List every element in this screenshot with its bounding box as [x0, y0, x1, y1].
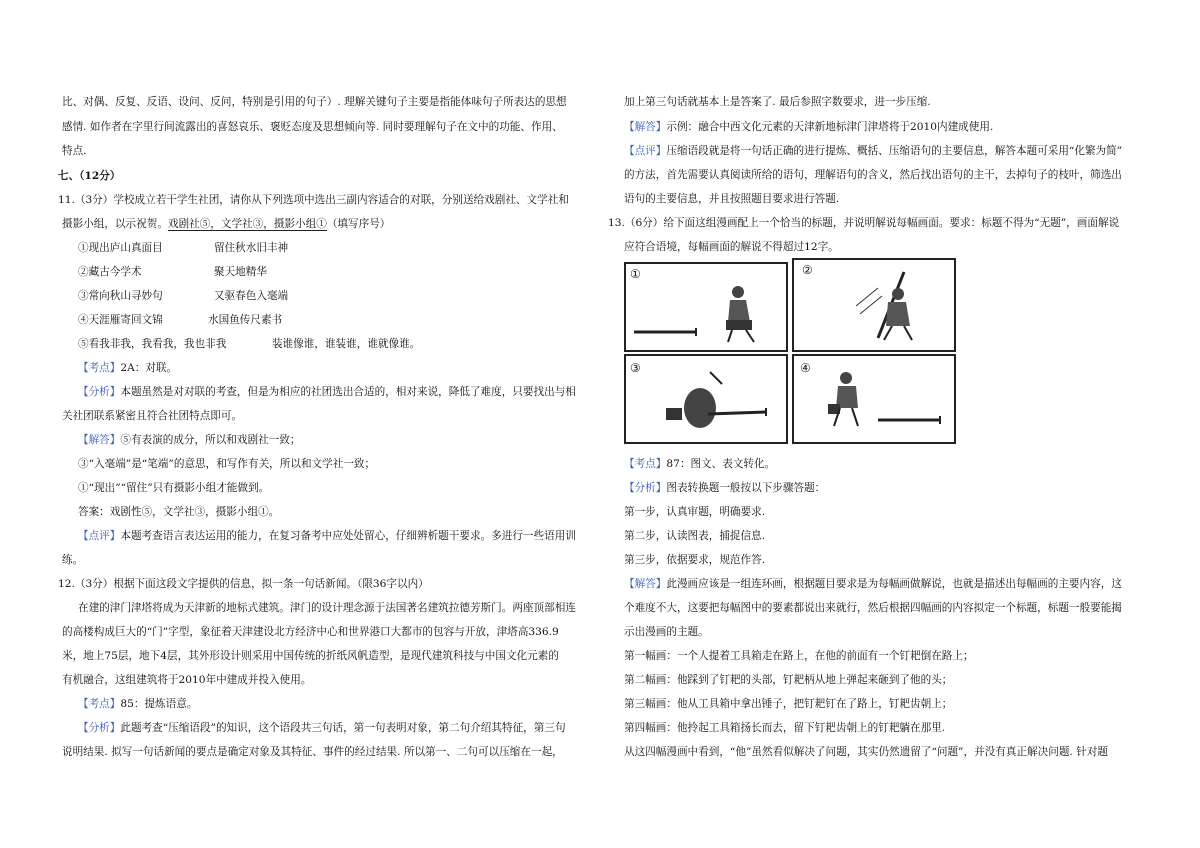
tag-jieda: 【解答】: [78, 434, 121, 446]
text-line: 的高楼构成巨大的“门”字型，象征着天津建设北方经济中心和世界港口大都市的包容与开放，津塔高336.9: [62, 626, 559, 638]
text-line: 第四幅画：他拎起工具箱扬长而去，留下钉耙齿朝上的钉耙躺在那里.: [624, 722, 946, 734]
couplet-5-right: 装谁像谁，谁装谁，谁就像谁。: [272, 338, 421, 350]
panel-number: ②: [802, 263, 813, 277]
text-line: 练。: [62, 554, 84, 566]
comic-panel-3: [624, 354, 788, 444]
text-line: ③“入毫端”是“笔端”的意思，和写作有关，所以和文学社一致；: [78, 458, 376, 470]
couplet-4-right: 水国鱼传尺素书: [208, 314, 283, 326]
panel-number: ③: [630, 361, 641, 375]
tag-fenxi: 【分析】: [78, 386, 121, 398]
comic-drawing-3: [626, 356, 786, 442]
question-13: 13.（6分）给下面这组漫画配上一个恰当的标题，并说明解说每幅画面。要求：标题不得为“无题”，画面解说: [608, 217, 1120, 229]
tag-dianping: 【点评】: [624, 145, 667, 157]
comic-panel-4: [792, 354, 956, 444]
kaodian-12: [78, 698, 197, 710]
text-span: 图表转换题一般按以下步骤答题：: [666, 482, 826, 494]
text-line: 从这四幅漫画中看到，“他”虽然看似解决了问题，其实仍然遗留了“问题”，并没有真正解决问题. 针对题: [624, 746, 1108, 758]
text-line: 米，地上75层，地下4层，其外形设计则采用中国传统的折纸风帆造型，是现代建筑科技与中国文化元素的: [62, 650, 559, 662]
fenxi-11: [78, 386, 576, 398]
comic-drawing-4: [794, 356, 954, 442]
text-line: 比、对偶、反复、反语、设问、反问，特别是引用的句子）. 理解关键句子主要是指能体味句子所表达的思想: [62, 96, 567, 108]
tag-jieda: 【解答】: [624, 121, 667, 133]
text-span: 摄影小组，以示祝贺。: [62, 218, 168, 230]
text-span: 此题考查“压缩语段”的知识，这个语段共三句话，第一句表明对象，第二句介绍其特征，第三句: [120, 722, 566, 734]
text-line: 特点.: [62, 145, 87, 157]
comic-drawing-2: [794, 260, 954, 350]
text-line: 感情. 如作者在字里行间流露出的喜怒哀乐、褒贬态度及思想倾向等. 同时要理解句子在文中的功能、作用、: [62, 121, 563, 133]
kaodian-13: [624, 458, 775, 470]
text-span: 示例：融合中西文化元素的天津新地标津门津塔将于2010内建成使用.: [666, 121, 994, 133]
text-span: 2A：对联。: [120, 362, 178, 374]
text-line: 第三步，依据要求，规范作答.: [624, 554, 766, 566]
comic-panel-2: [792, 258, 956, 352]
comic-panel-1: [624, 262, 788, 352]
tag-kaodian: 【考点】: [78, 698, 121, 710]
comic-drawing-1: [626, 264, 786, 350]
fenxi-13: [624, 482, 825, 494]
jieda-11: [78, 434, 300, 446]
panel-number: ①: [630, 267, 641, 281]
panel-number: ④: [800, 361, 811, 375]
answer-underlined: 戏剧社⑤，文学社③，摄影小组①: [167, 218, 327, 230]
couplet-3-left: ③常向秋山寻妙句: [78, 290, 163, 302]
text-line: 的方法，首先需要认真阅读所给的语句，理解语句的含义，然后找出语句的主干，去掉句子的枝叶，筛选出: [624, 169, 1122, 181]
couplet-5-left: ⑤看我非我，我看我，我也非我: [78, 338, 227, 350]
tag-kaodian: 【考点】: [78, 362, 121, 374]
text-line: 个难度不大，这要把每幅图中的要素都说出来就行，然后根据四幅画的内容拟定一个标题，标题一般要能揭: [624, 602, 1122, 614]
dianping-12: [624, 145, 1122, 157]
fenxi-12: [78, 722, 566, 734]
couplet-2-right: 聚天地精华: [214, 266, 267, 278]
text-span: （填写序号）: [326, 218, 391, 230]
comic-strip: [624, 258, 960, 448]
jieda-13: [624, 578, 1122, 590]
text-span: 87：图文、表文转化。: [666, 458, 776, 470]
tag-jieda: 【解答】: [624, 578, 667, 590]
text-line: 示出漫画的主题。: [624, 626, 709, 638]
question-12: 12.（3分）根据下面这段文字提供的信息，拟一条一句话新闻。（限36字以内）: [58, 578, 429, 590]
text-line: ①“现出”“留住”只有摄影小组才能做到。: [78, 482, 270, 494]
tag-dianping: 【点评】: [78, 530, 121, 542]
tag-fenxi: 【分析】: [624, 482, 667, 494]
text-line: 有机融合，这组建筑将于2010年中建成并投入使用。: [62, 674, 312, 686]
text-span: 85：提炼语意。: [120, 698, 198, 710]
couplet-2-left: ②藏古今学术: [78, 266, 142, 278]
text-line: 第二幅画：他踩到了钉耙的头部，钉耙柄从地上弹起来砸到了他的头；: [624, 674, 953, 686]
couplet-1-right: 留住秋水旧丰神: [214, 242, 289, 254]
section-heading: 七、（12分）: [58, 170, 121, 182]
dianping-11: [78, 530, 576, 542]
text-line: 第一幅画：一个人提着工具箱走在路上，在他的前面有一个钉耙倒在路上；: [624, 650, 974, 662]
text-line: 关社团联系紧密且符合社团特点即可。: [62, 410, 243, 422]
text-line: 语句的主要信息，并且按照题目要求进行答题.: [624, 193, 840, 205]
tag-kaodian: 【考点】: [624, 458, 667, 470]
text-line: 答案：戏剧性⑤，文学社③，摄影小组①。: [78, 506, 280, 518]
text-line: 说明结果. 拟写一句话新闻的要点是确定对象及其特征、事件的经过结果. 所以第一、二句可以压缩在一起，: [62, 746, 563, 758]
couplet-1-left: ①现出庐山真面目: [78, 242, 163, 254]
couplet-3-right: 又驱春色入毫端: [214, 290, 289, 302]
kaodian-11: [78, 362, 177, 374]
text-line: 第二步，认读图表，捕捉信息.: [624, 530, 766, 542]
text-line: 加上第三句话就基本上是答案了. 最后参照字数要求，进一步压缩.: [624, 96, 931, 108]
text-span: 压缩语段就是将一句话正确的进行提炼、概括、压缩语句的主要信息，解答本题可采用“化繁为简”: [666, 145, 1123, 157]
jieda-12: [624, 121, 993, 133]
couplet-4-left: ④天涯雁寄回文锦: [78, 314, 163, 326]
text-span: 此漫画应该是一组连环画，根据题目要求是为每幅画做解说，也就是描述出每幅画的主要内容，这: [666, 578, 1122, 590]
text-span: 本题虽然是对对联的考查，但是为相应的社团选出合适的，相对来说，降低了难度，只要找出与相: [120, 386, 576, 398]
tag-fenxi: 【分析】: [78, 722, 121, 734]
text-line: 在建的津门津塔将成为天津新的地标式建筑。津门的设计理念源于法国著名建筑拉德芳斯门。两座顶部相连: [78, 602, 576, 614]
question-11-line2: [62, 218, 390, 230]
text-line: 应符合语境，每幅画面的解说不得超过12字。: [624, 241, 839, 253]
question-11: 11.（3分）学校成立若干学生社团，请你从下列选项中选出三副内容适合的对联，分别送给戏剧社、文学社和: [58, 194, 569, 206]
text-line: 第三幅画：他从工具箱中拿出锤子，把钉耙钉在了路上，钉耙齿朝上；: [624, 698, 953, 710]
text-line: 第一步，认真审题，明确要求.: [624, 506, 766, 518]
text-span: ⑤有表演的成分，所以和戏剧社一致；: [120, 434, 301, 446]
text-span: 本题考查语言表达运用的能力，在复习备考中应处处留心，仔细辨析题干要求。多进行一些语用训: [120, 530, 576, 542]
